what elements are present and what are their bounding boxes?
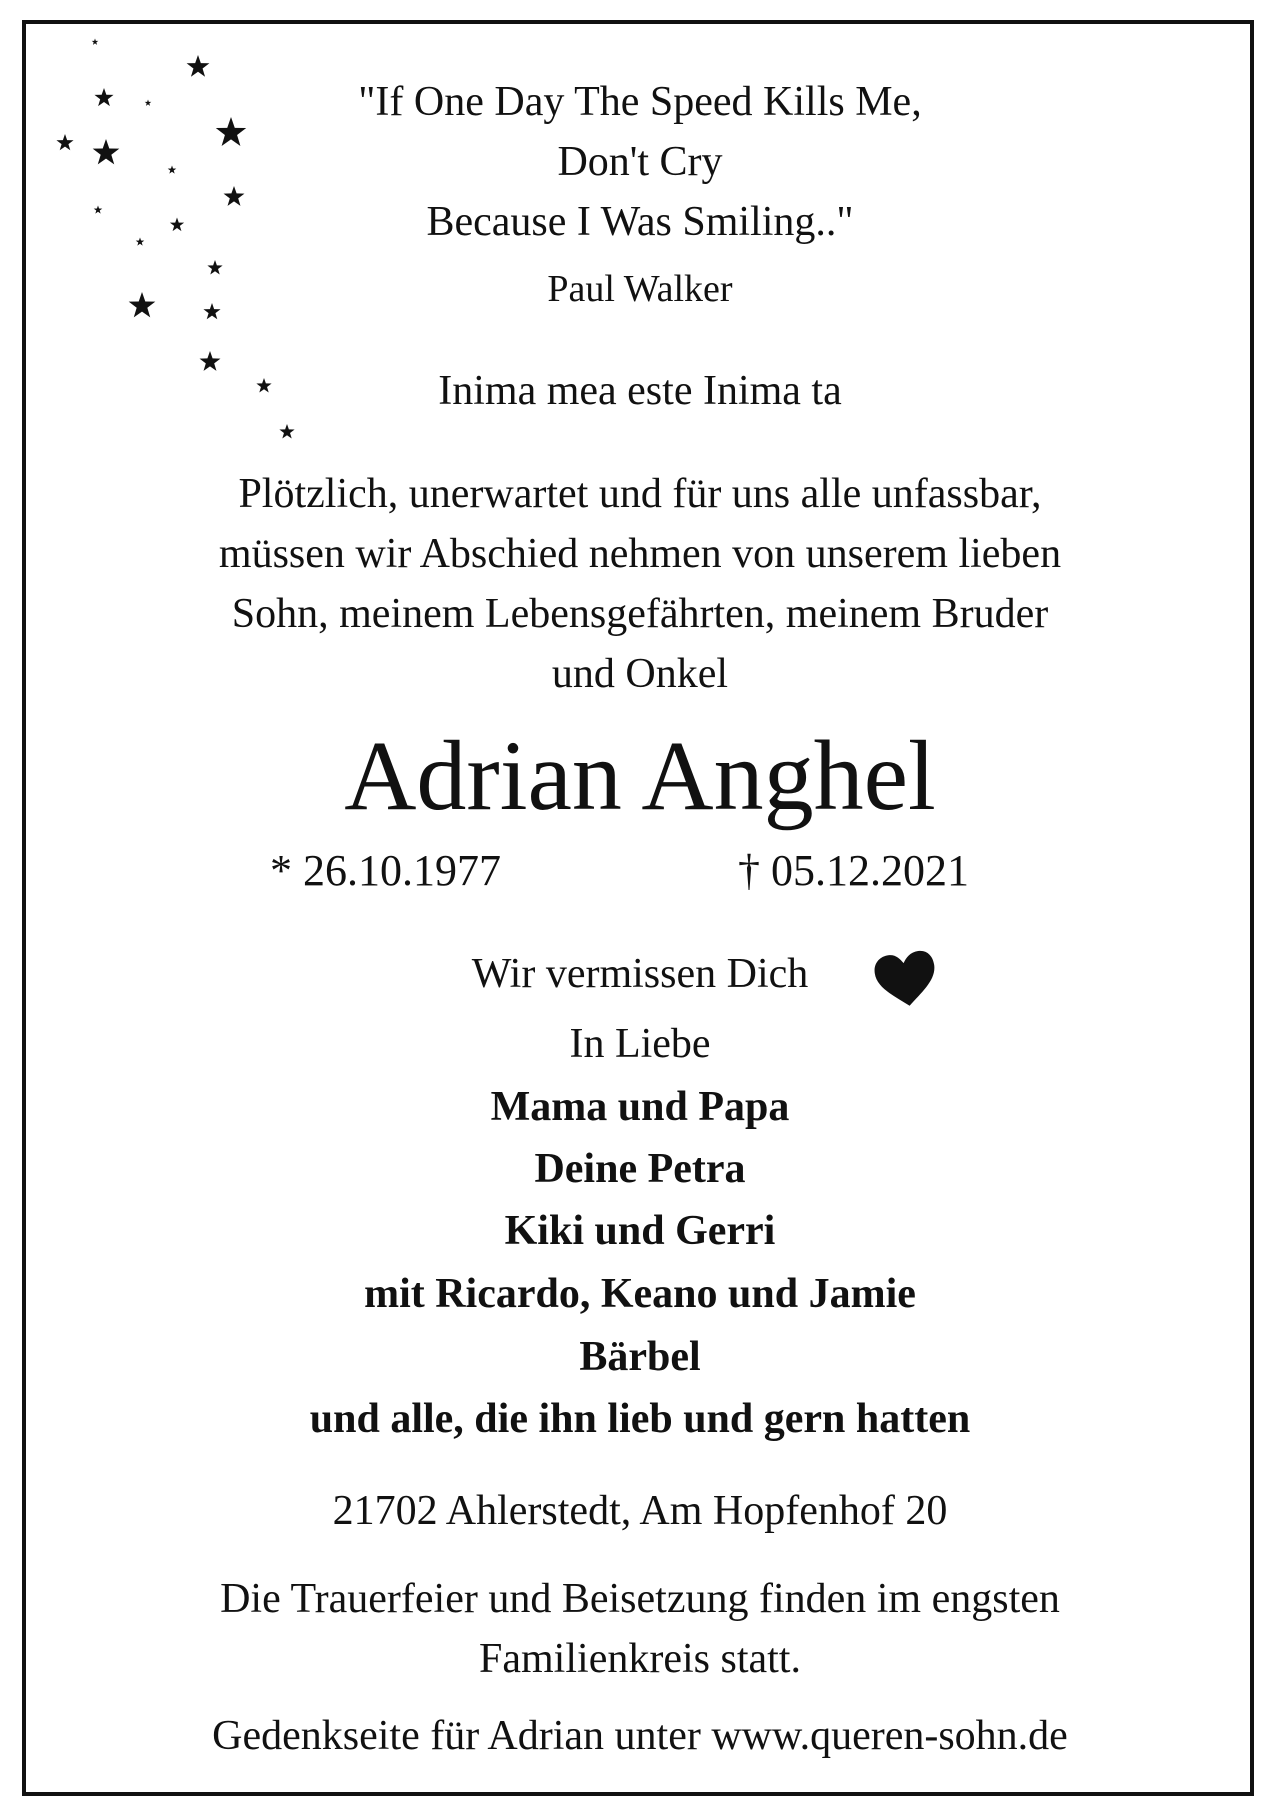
quote-line-2: Don't Cry <box>557 139 723 185</box>
mourner-line-2: Deine Petra <box>534 1146 746 1192</box>
deceased-name: Adrian Anghel <box>344 720 936 831</box>
funeral-line-2: Familienkreis statt. <box>479 1636 801 1682</box>
mourner-line-3: Kiki und Gerri <box>504 1208 776 1254</box>
star-icon <box>279 424 294 438</box>
dedication-line: Inima mea este Inima ta <box>438 368 842 414</box>
announcement-line-3: Sohn, meinem Lebensgefährten, meinem Bruder <box>231 591 1049 637</box>
star-icon <box>187 55 210 77</box>
mourner-line-5: Bärbel <box>579 1334 701 1380</box>
miss-you-text: Wir vermissen Dich <box>471 951 809 997</box>
mourner-line-6: und alle, die ihn lieb und gern hatten <box>309 1396 971 1442</box>
announcement-line-4: und Onkel <box>551 651 729 697</box>
mourner-line-4: mit Ricardo, Keano und Jamie <box>364 1271 916 1317</box>
memorial-link-line[interactable]: Gedenkseite für Adrian unter www.queren-sohn.de <box>212 1713 1068 1759</box>
announcement-line-1: Plötzlich, unerwartet und für uns alle unfassbar, <box>238 471 1042 517</box>
announcement-line-2: müssen wir Abschied nehmen von unserem lieben <box>218 531 1062 577</box>
star-icon <box>92 39 99 45</box>
address-line: 21702 Ahlerstedt, Am Hopfenhof 20 <box>332 1488 948 1534</box>
mourner-line-1: Mama und Papa <box>490 1084 790 1130</box>
death-date: † 05.12.2021 <box>738 846 969 895</box>
quote-line-3: Because I Was Smiling.." <box>426 199 854 245</box>
funeral-line-1: Die Trauerfeier und Beisetzung finden im engsten <box>220 1576 1060 1622</box>
miss-you-line <box>0 950 1280 998</box>
heart-icon <box>872 950 940 1010</box>
in-love-line: In Liebe <box>569 1021 711 1067</box>
quote-line-1: "If One Day The Speed Kills Me, <box>358 79 922 125</box>
quote-author: Paul Walker <box>547 268 733 310</box>
birth-date: * 26.10.1977 <box>270 846 501 895</box>
